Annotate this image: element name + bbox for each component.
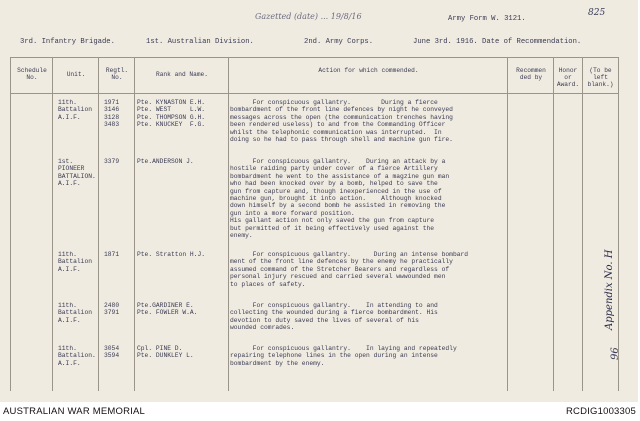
entry-regtl: 3054 3594 [104, 345, 120, 360]
entry-action: For conspicuous gallantry. During a fierce bombardment of the front line defences by night he conveyed messages across the open (the communication trenches having been rendered useless) to and from the Commanding Officer whilst the telephonic communication was interrupted. In doing so he had to pass through shell and machine gun fire. [230, 99, 453, 144]
col-divider [52, 57, 53, 391]
entry-regtl: 1971 3146 3128 3483 [104, 99, 120, 129]
col-divider [228, 57, 229, 391]
entry-unit: 11th. Battalion A.I.F. [58, 251, 93, 273]
col-divider [507, 57, 508, 391]
col-divider [582, 57, 583, 391]
entry-names: Pte.GARDINER E. Pte. FOWLER W.A. [137, 302, 198, 317]
footer-record-id: RCDIG1003305 [566, 406, 636, 417]
brigade-label: 3rd. Infantry Brigade. [20, 38, 115, 46]
col-header-schedule: Schedule No. [17, 67, 47, 82]
entry-unit: 11th. Battalion. A.I.F. [58, 345, 96, 367]
recommendation-date: June 3rd. 1916. Date of Recommendation. [413, 38, 582, 46]
entry-regtl: 2480 3791 [104, 302, 120, 317]
table-left-rule [10, 57, 11, 391]
col-divider [98, 57, 99, 391]
appendix-side-note: Appendix No. H [604, 249, 615, 330]
division-label: 1st. Australian Division. [146, 38, 254, 46]
army-form-label: Army Form W. 3121. [448, 15, 526, 23]
col-header-honor: Honor or Award. [556, 67, 580, 89]
table-header-rule [10, 93, 618, 94]
col-header-unit: Unit. [66, 71, 86, 78]
entry-action: For conspicuous gallantry. In attending to and collecting the wounded during a fierce bombardment. His devotion to duty saved the lives of several of his wounded comrades. [230, 302, 438, 332]
entry-names: Pte. KYNASTON E.H. Pte. WEST L.W. Pte. THOMPSON G.H. Pte. KNUCKEY F.G. [137, 99, 206, 129]
page-number: 96 [610, 347, 621, 360]
col-header-recommended-by: Recommen ded by [516, 67, 546, 82]
entry-regtl: 3379 [104, 158, 120, 165]
entry-regtl: 1871 [104, 251, 120, 258]
entry-action: For conspicuous gallantry. During an intense bombard ment of the front line defences by the enemy he practically assumed command of the Stretcher Bearers and regardless of personal injury rescued and carried several wwwounded men to places of safety. [230, 251, 469, 288]
col-header-blank: (To be left blank.) [587, 67, 614, 89]
stamp-number: 825 [588, 8, 606, 18]
entry-names: Cpl. PINE D. Pte. DUNKLEY L. [137, 345, 194, 360]
table-top-rule [10, 57, 618, 58]
entry-action: For conspicuous gallantry. During an attack by a hostile raiding party under cover of a fierce Artillery bombardment he went to the assistance of a magzine gun man who had been knocked over by a bomb, helped to save the gun from capture and, though inexperienced in the use of machine gun, brought it into action. Although knocked down himself by a second bomb he assisted in removing the gun into a more forward position. His gallant action not only saved the gun from capture but permitted of it being effectively used against the enemy. [230, 158, 450, 240]
col-header-regtl: Regtl. No. [105, 67, 129, 82]
col-divider [134, 57, 135, 391]
entry-names: Pte. Stratton H.J. [137, 251, 206, 258]
entry-names: Pte.ANDERSON J. [137, 158, 194, 165]
corps-label: 2nd. Army Corps. [304, 38, 374, 46]
entry-action: For conspicuous gallantry. In laying and repeatedly repairing telephone lines in the open during an intense bombardment by the enemy. [230, 345, 457, 367]
entry-unit: 11th. Battalion A.I.F. [58, 99, 93, 121]
handwritten-gazette-note: Gazetted (date) ... 19/8/16 [255, 12, 362, 21]
col-header-rank-name: Rank and Name. [156, 71, 208, 78]
entry-unit: 11th. Battalion A.I.F. [58, 302, 93, 324]
col-divider [553, 57, 554, 391]
col-header-action: Action for which commended. [318, 67, 419, 74]
entry-unit: 1st. PIONEER BATTALION. A.I.F. [58, 158, 96, 188]
table-right-rule [618, 57, 619, 391]
footer-institution: AUSTRALIAN WAR MEMORIAL [3, 406, 146, 417]
